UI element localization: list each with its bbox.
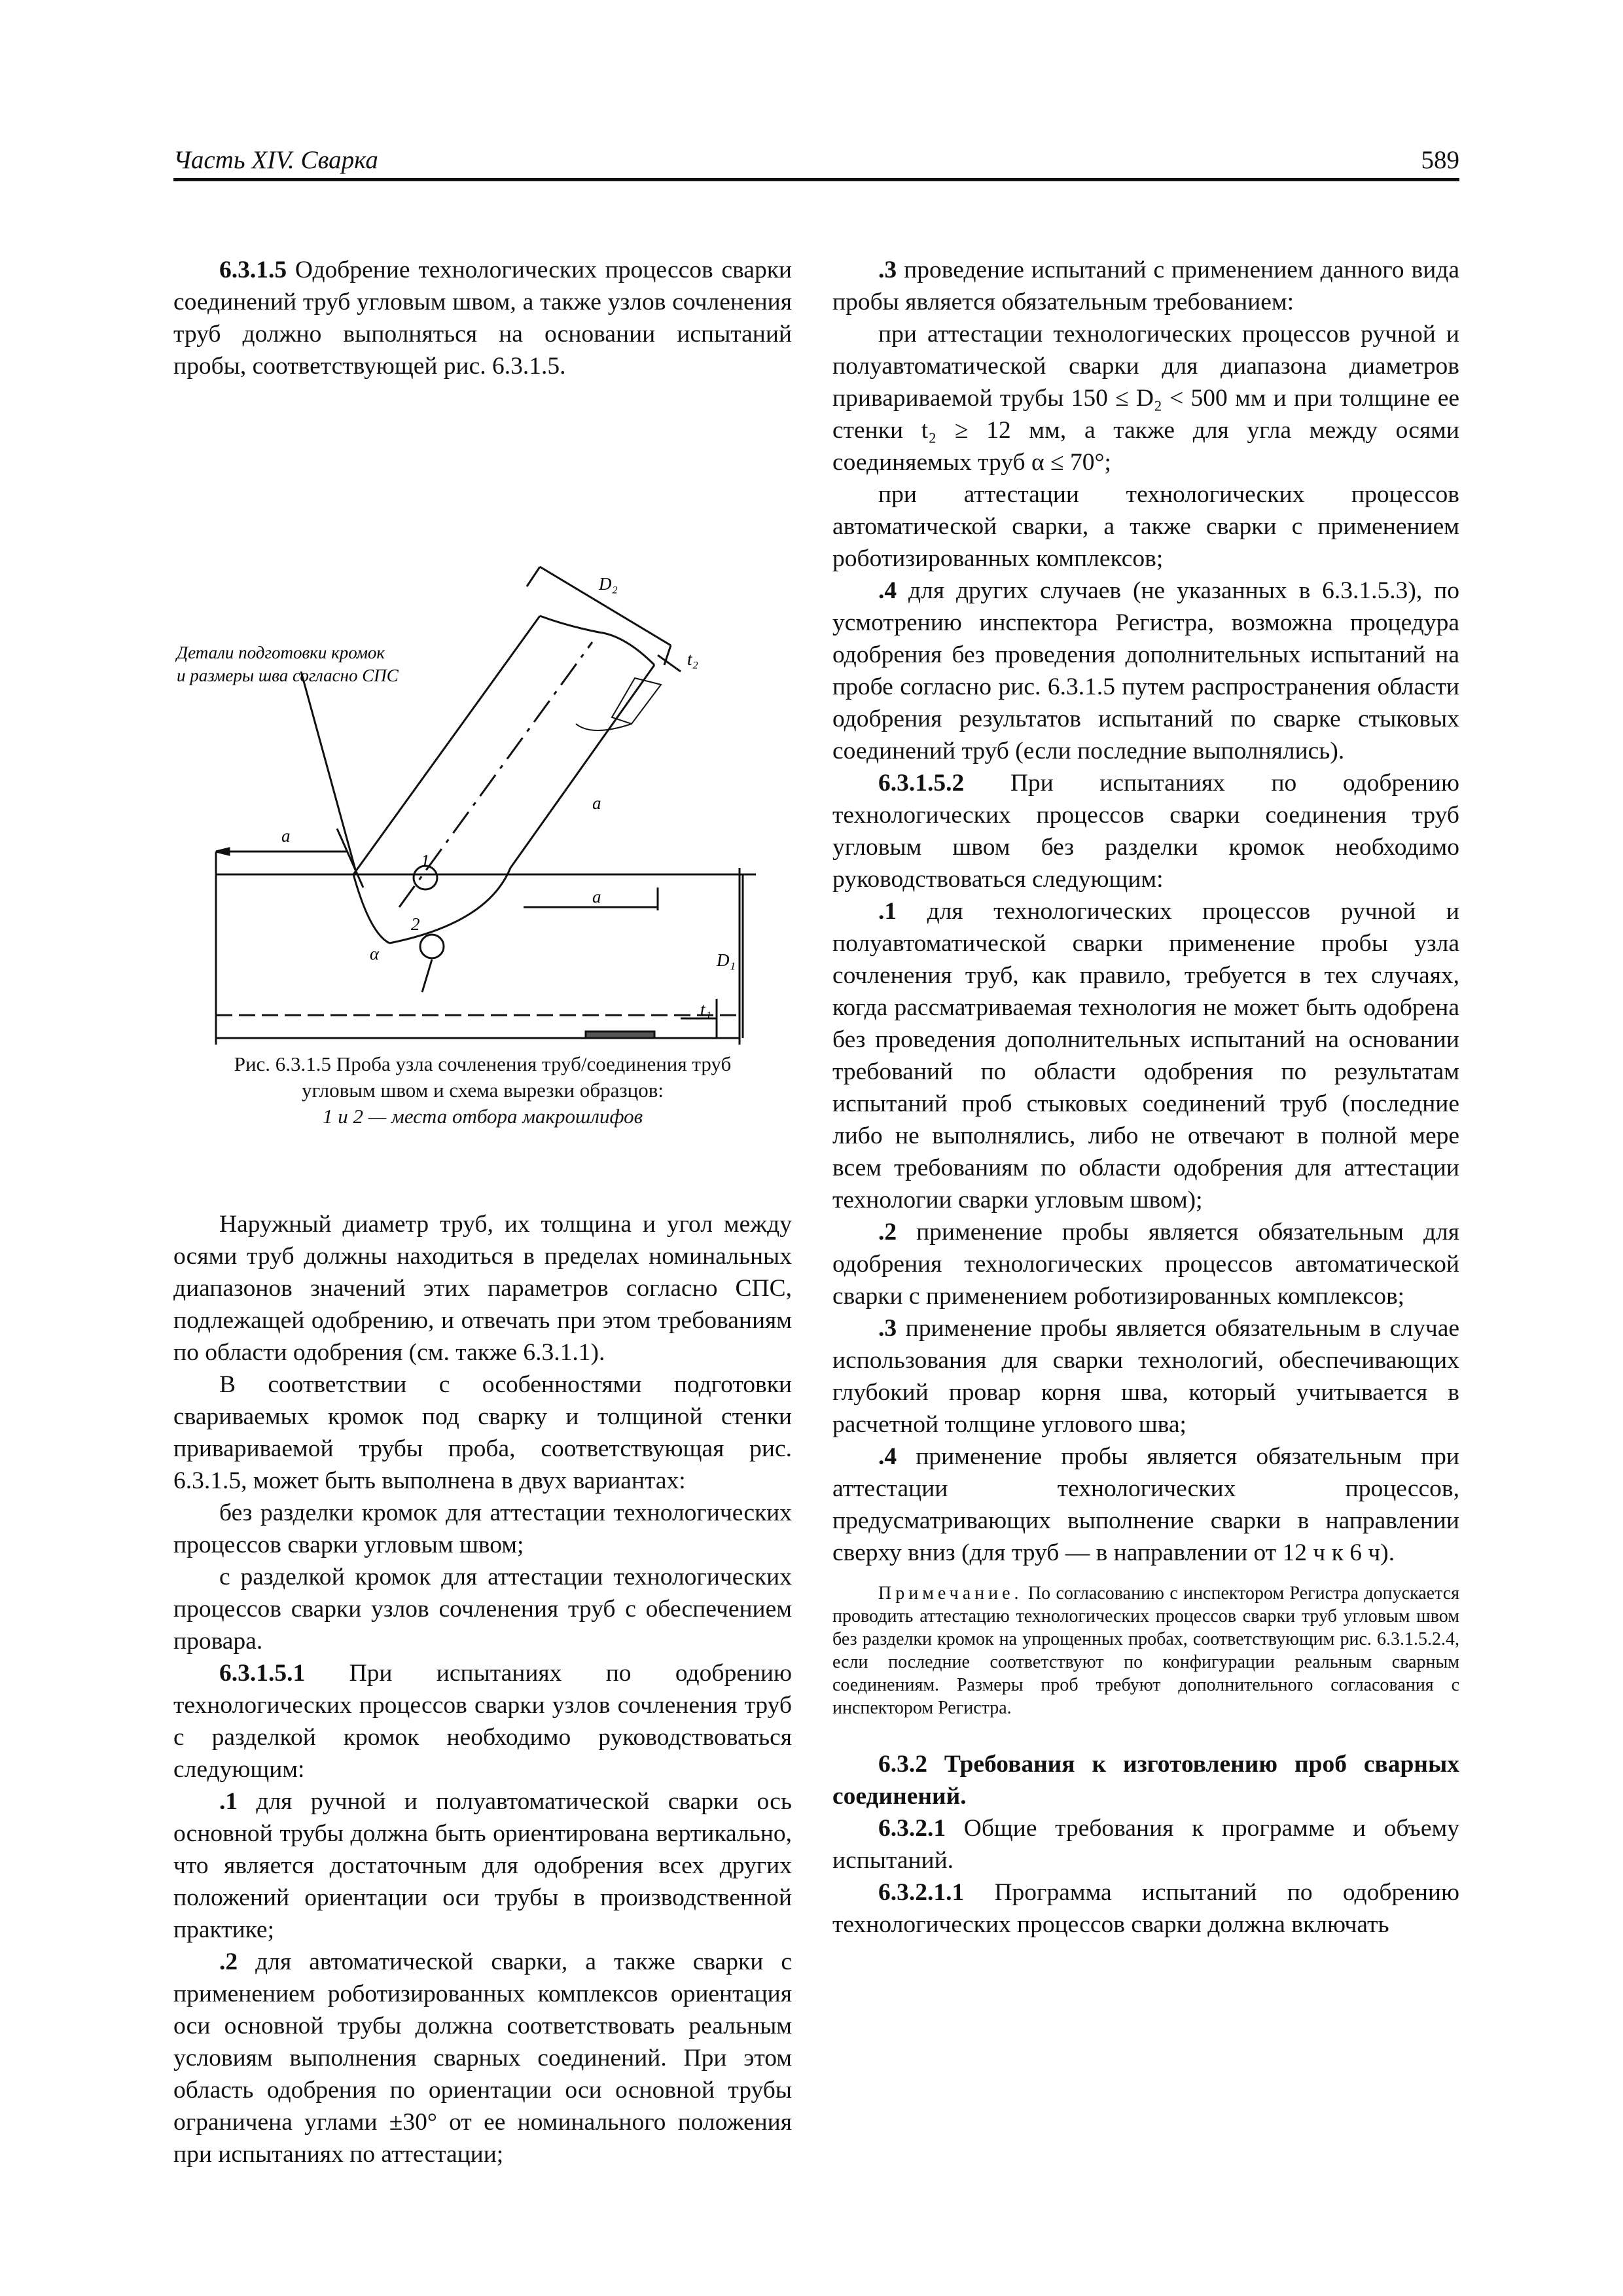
figure-note-line-1: Детали подготовки кромок bbox=[177, 643, 385, 662]
paragraph: .1 для ручной и полуавтоматической сварки ось основной трубы должна быть ориентирована вертикально, что является достаточным для одобрения всех других положений ориентации оси трубы в производственной практике; bbox=[173, 1788, 792, 1943]
label-1: 1 bbox=[421, 851, 430, 870]
left-column bbox=[173, 254, 792, 2170]
right-column bbox=[832, 254, 1459, 1941]
label-t2: t₂ bbox=[687, 649, 698, 669]
paragraph: 6.3.2.1 Общие требования к программе и объему испытаний. bbox=[832, 1815, 1459, 1874]
label-t1: t₁ bbox=[700, 999, 711, 1019]
paragraph: В соответствии с особенностями подготовки свариваемых кромок под сварку и толщиной стенки привариваемой трубы проба, соответствующая рис. 6.3.1.5, может быть выполнена в двух вариантах: bbox=[173, 1371, 792, 1494]
paragraph: 6.3.2.1.1 Программа испытаний по одобрению технологических процессов сварки должна включать bbox=[832, 1879, 1459, 1938]
paragraph: 6.3.1.5.2 При испытаниях по одобрению технологических процессов сварки соединения труб угловым швом без разделки кромок необходимо руководствоваться следующим: bbox=[832, 770, 1459, 893]
paragraph: .3 применение пробы является обязательным в случае использования для сварки технологий, обеспечивающих глубокий провар корня шва, который учитывается в расчетной толщине углового шва; bbox=[832, 1315, 1459, 1438]
paragraph: при аттестации технологических процессов автоматической сварки, а также сварки с применением роботизированных комплексов; bbox=[832, 481, 1459, 572]
clause-number: 6.3.1.5 bbox=[219, 257, 287, 283]
paragraph: .4 для других случаев (не указанных в 6.3.1.5.3), по усмотрению инспектора Регистра, возможна процедура одобрения без проведения дополнительных испытаний на пробе согласно рис. 6.3.1.5 путем распространения области одобрения результатов испытаний по сварке стыковых соединений труб (если последние выполнялись). bbox=[832, 577, 1459, 764]
paragraph: .2 применение пробы является обязательным для одобрения технологических процессов автоматической сварки с применением роботизированных комплексов; bbox=[832, 1219, 1459, 1310]
paragraph: Наружный диаметр труб, их толщина и угол между осями труб должны находиться в пределах номинальных диапазонов значений этих параметров согласно СПС, подлежащей одобрению, и отвечать при этом требованиям по области одобрения (см. также 6.3.1.1). bbox=[173, 1211, 792, 1366]
paragraph: .3 проведение испытаний с применением данного вида пробы является обязательным требованием: bbox=[832, 257, 1459, 315]
paragraph: .1 для технологических процессов ручной и полуавтоматической сварки применение пробы узла сочленения труб, как правило, требуется в тех случаях, когда рассматриваемая технология не может быть одобрена без проведения дополнительных испытаний на основании требований по области одобрения по результатам испытаний проб стыковых соединений труб (последние либо не выполнялись, либо не отвечают в полной мере всем требованиям по области одобрения для аттестации технологии сварки угловым швом); bbox=[832, 898, 1459, 1213]
figure-note-line-2: и размеры шва согласно СПС bbox=[177, 666, 399, 685]
label-a-left: a bbox=[281, 826, 291, 846]
page-number: 589 bbox=[1421, 146, 1459, 174]
label-alpha: α bbox=[370, 944, 380, 963]
paragraph: с разделкой кромок для аттестации технологических процессов сварки узлов сочленения труб с обеспечением провара. bbox=[173, 1564, 792, 1655]
header-part-title: Часть XIV. Сварка bbox=[173, 146, 378, 174]
paragraph: при аттестации технологических процессов ручной и полуавтоматической сварки для диапазона диаметров привариваемой трубы 150 ≤ D₂ < 500 мм и при толщине ее стенки t₂ ≥ 12 мм, а также для угла между осями соединяемых труб α ≤ 70°; bbox=[832, 321, 1459, 476]
figure-6-3-1-5 bbox=[173, 390, 792, 1051]
pipe-joint-diagram bbox=[173, 390, 792, 1051]
label-D1: D₁ bbox=[717, 950, 736, 970]
section-heading: 6.3.2 Требования к изготовлению проб сварных соединений. bbox=[832, 1751, 1459, 1810]
figure-caption: Рис. 6.3.1.5 Проба узла сочленения труб/соединения труб угловым швом и схема вырезки образцов: 1 и 2 — места отбора макрошлифов bbox=[234, 1052, 732, 1128]
paragraph: 6.3.1.5.1 При испытаниях по одобрению технологических процессов сварки узлов сочленения труб с разделкой кромок необходимо руководствоваться следующим: bbox=[173, 1660, 792, 1783]
paragraph: .4 применение пробы является обязательным при аттестации технологических процессов, предусматривающих выполнение сварки в направлении сверху вниз (для труб — в направлении от 12 ч к 6 ч). bbox=[832, 1443, 1459, 1566]
label-2: 2 bbox=[411, 914, 420, 934]
paragraph: .2 для автоматической сварки, а также сварки с применением роботизированных комплексов ориентация оси основной трубы должна соответствовать реальным условиям выполнения сварных соединений. При этом область одобрения по ориентации оси основной трубы ограничена углами ±30° от ее номинального положения при испытаниях по аттестации; bbox=[173, 1948, 792, 2168]
label-a-branch: a bbox=[592, 793, 601, 813]
label-a-bottom: a bbox=[592, 887, 601, 906]
paragraph: без разделки кромок для аттестации технологических процессов сварки угловым швом; bbox=[173, 1499, 792, 1558]
running-header bbox=[173, 145, 1459, 181]
paragraph: 6.3.1.5 Одобрение технологических процессов сварки соединений труб угловым швом, а также узлов сочленения труб должно выполняться на основании испытаний пробы, соответствующей рис. 6.3.1.5. bbox=[173, 257, 792, 380]
label-D2: D₂ bbox=[599, 574, 618, 594]
note: Примечание. По согласованию с инспектором Регистра допускается проводить аттестацию технологических процессов сварки труб угловым швом без разделки кромок на упрощенных пробах, соответствующим рис. 6.3.1.5.2.4, если последние соответствуют по конфигурации реальным сварным соединениям. Размеры проб требуют дополнительного согласования с инспектором Регистра. bbox=[832, 1583, 1459, 1718]
